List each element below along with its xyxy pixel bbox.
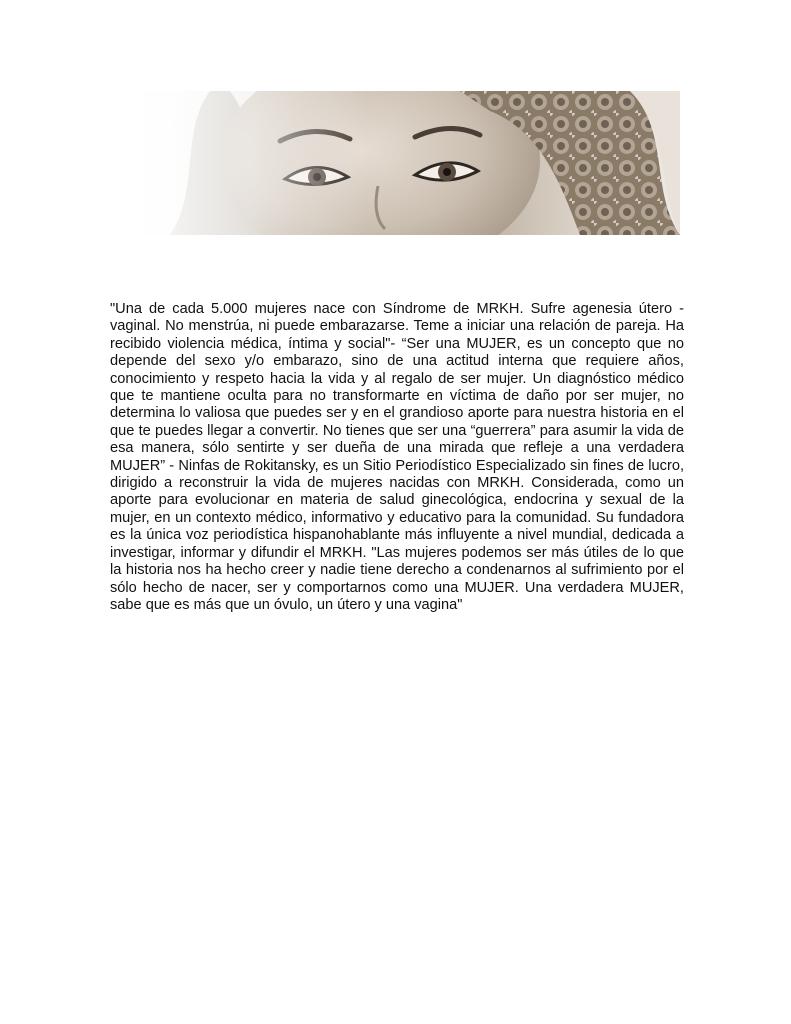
header-photo <box>110 91 680 235</box>
article-paragraph: "Una de cada 5.000 mujeres nace con Síndrome de MRKH. Sufre agenesia útero - vaginal. No menstrúa, ni puede embarazarse. Teme a iniciar una relación de pareja. Ha recibido violencia médica, íntima y social"- “Ser una MUJER, es un concepto que no depende del sexo y/o embarazo, sino de una actitud interna que requiere años, conocimiento y respeto hacia la vida y al regalo de ser mujer. Un diagnóstico médico que te mantiene oculta para no transformarte en víctima de daño por ser mujer, no determina lo valiosa que puedes ser y en el grandioso aporte para nuestra historia en el que te puedes llegar a convertir. No tienes que ser una “guerrera” para asumir la vida de esa manera, sólo sentirte y ser dueña de una mirada que refleje a una verdadera MUJER” - Ninfas de Rokitansky, es un Sitio Periodístico Especializado sin fines de lucro, dirigido a reconstruir la vida de mujeres nacidas con MRKH. Considerada, como un aporte para evolucionar en materia de salud ginecológica, endocrina y sexual de la mujer, en un contexto médico, informativo y educativo para la comunidad. Su fundadora es la única voz periodística hispanohablante más influyente a nivel mundial, dedicada a investigar, informar y difundir el MRKH. "Las mujeres podemos ser más útiles de lo que la historia nos ha hecho creer y nadie tiene derecho a condenarnos al sufrimiento por el sólo hecho de nacer, ser y comportarnos como una MUJER. Una verdadera MUJER, sabe que es más que un óvulo, un útero y una vagina" <box>110 301 684 613</box>
woman-face-illustration <box>110 91 680 235</box>
